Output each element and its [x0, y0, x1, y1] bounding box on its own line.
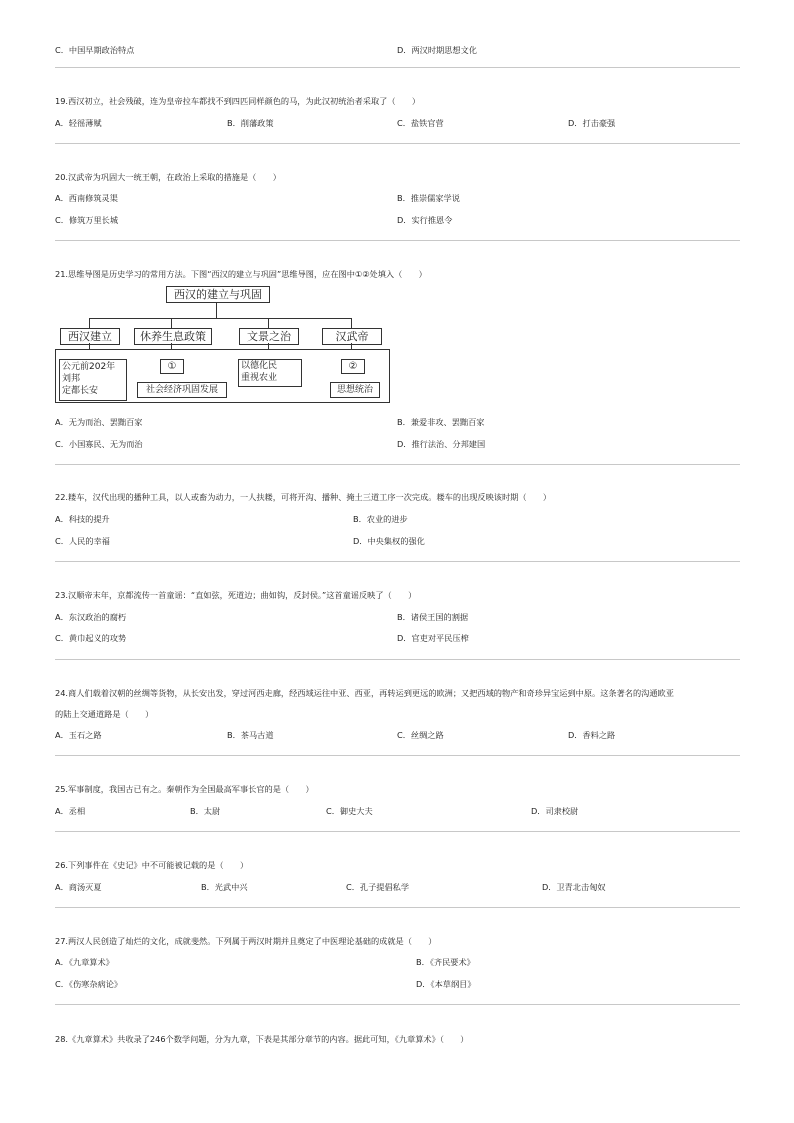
detail-line: 定都长安: [62, 386, 99, 396]
q22-stem: 22.耧车，汉代出现的播种工具，以人或畜为动力，一人扶耧，可将开沟、播种、掩土三道工序一次完成。耧车的出现反映该时期（ ）: [55, 492, 552, 502]
q23-stem: 23.汉顺帝末年，京都流传一首童谣：“直如弦，死道边；曲如钩，反封侯。”这首童谣反映了（ ）: [55, 590, 417, 600]
q21-option-c[interactable]: C．小国寡民、无为而治: [55, 439, 143, 449]
detail-line: 刘邦: [62, 374, 81, 384]
connector: [351, 343, 352, 349]
mind-map-detail-frame: [55, 349, 390, 403]
q26-option-b[interactable]: B．光武中兴: [201, 882, 248, 892]
mind-map-detail-hanwudi: 思想统治: [330, 382, 380, 398]
mind-map-node-wenjing-zhizhi: 文景之治: [239, 328, 299, 345]
detail-line: 以德化民: [241, 361, 278, 371]
divider: [55, 659, 740, 660]
mind-map: [0, 0, 794, 420]
q23-option-d[interactable]: D．官吏对平民压榨: [397, 633, 469, 643]
q26-stem: 26.下列事件在《史记》中不可能被记载的是（ ）: [55, 860, 249, 870]
connector: [89, 343, 90, 349]
connector: [216, 302, 217, 318]
detail-line: 公元前202年: [62, 362, 116, 372]
q19-option-b[interactable]: B．削藩政策: [227, 118, 274, 128]
q20-option-b[interactable]: B．推崇儒家学说: [397, 193, 460, 203]
q20-option-d[interactable]: D．实行推恩令: [397, 215, 453, 225]
q26-option-c[interactable]: C．孔子提倡私学: [346, 882, 410, 892]
q21-option-d[interactable]: D．推行法治、分邦建国: [397, 439, 486, 449]
q28-stem: 28.《九章算术》共收录了246个数学问题，分为九章，下表是其部分章节的内容。据此可知，《九章算术》（ ）: [55, 1034, 469, 1044]
mind-map-detail-wenjing: [238, 359, 302, 387]
mind-map-root: 西汉的建立与巩固: [166, 286, 270, 303]
connector: [268, 343, 269, 349]
q20-option-a[interactable]: A．西南修筑灵渠: [55, 193, 118, 203]
q24-option-d[interactable]: D．香料之路: [568, 730, 616, 740]
q20-stem: 20.汉武帝为巩固大一统王朝，在政治上采取的措施是（ ）: [55, 172, 281, 182]
q22-option-d[interactable]: D．中央集权的强化: [353, 536, 425, 546]
q25-option-c[interactable]: C．御史大夫: [326, 806, 373, 816]
blank-marker-1: ①: [160, 359, 184, 374]
divider: [55, 143, 740, 144]
q18-option-d[interactable]: D．两汉时期思想文化: [397, 45, 477, 55]
q24-stem-continued: 的陆上交通道路是（ ）: [55, 709, 154, 719]
q24-option-b[interactable]: B．茶马古道: [227, 730, 274, 740]
q18-option-c[interactable]: C．中国早期政治特点: [55, 45, 135, 55]
q27-option-b[interactable]: B．《齐民要术》: [416, 957, 475, 967]
q25-option-a[interactable]: A．丞相: [55, 806, 86, 816]
q24-stem: 24.商人们载着汉朝的丝绸等货物，从长安出发，穿过河西走廊，经西域运往中亚、西亚，再转运到更远的欧洲；又把西域的物产和奇珍异宝运到中原。这条著名的沟通欧亚: [55, 688, 674, 698]
q27-option-c[interactable]: C．《伤寒杂病论》: [55, 979, 123, 989]
connector: [171, 343, 172, 349]
q19-option-c[interactable]: C．盐铁官营: [397, 118, 444, 128]
mind-map-detail-xiuyang: 社会经济巩固发展: [137, 382, 227, 398]
q25-option-d[interactable]: D．司隶校尉: [531, 806, 579, 816]
q22-option-b[interactable]: B．农业的进步: [353, 514, 408, 524]
mind-map-node-xihan-jianli: 西汉建立: [60, 328, 120, 345]
mind-map-detail-xihan: [59, 359, 127, 401]
q26-option-a[interactable]: A．商汤灭夏: [55, 882, 102, 892]
q24-option-a[interactable]: A．玉石之路: [55, 730, 102, 740]
q24-option-c[interactable]: C．丝绸之路: [397, 730, 444, 740]
detail-line: 重视农业: [241, 373, 278, 383]
divider: [55, 67, 740, 68]
connector: [351, 318, 352, 328]
q21-option-a[interactable]: A．无为而治、罢黜百家: [55, 417, 143, 427]
q20-option-c[interactable]: C．修筑万里长城: [55, 215, 119, 225]
blank-marker-2: ②: [341, 359, 365, 374]
q25-stem: 25.军事制度，我国古已有之。秦朝作为全国最高军事长官的是（ ）: [55, 784, 314, 794]
q25-option-b[interactable]: B．太尉: [190, 806, 221, 816]
q22-option-a[interactable]: A．科技的提升: [55, 514, 110, 524]
divider: [55, 240, 740, 241]
divider: [55, 1004, 740, 1005]
divider: [55, 831, 740, 832]
q21-stem: 21.思维导图是历史学习的常用方法。下图“西汉的建立与巩固”思维导图，应在图中①②处填入（ ）: [55, 269, 427, 279]
q22-option-c[interactable]: C．人民的幸福: [55, 536, 110, 546]
connector: [171, 318, 172, 328]
q21-option-b[interactable]: B．兼爱非攻、罢黜百家: [397, 417, 485, 427]
divider: [55, 561, 740, 562]
q23-option-c[interactable]: C．黄巾起义的攻势: [55, 633, 127, 643]
q19-option-a[interactable]: A．轻徭薄赋: [55, 118, 102, 128]
connector: [89, 318, 352, 319]
q19-option-d[interactable]: D．打击豪强: [568, 118, 616, 128]
q23-option-b[interactable]: B．诸侯王国的割据: [397, 612, 469, 622]
connector: [268, 318, 269, 328]
q23-option-a[interactable]: A．东汉政治的腐朽: [55, 612, 127, 622]
q27-option-d[interactable]: D．《本草纲目》: [416, 979, 476, 989]
divider: [55, 755, 740, 756]
q27-stem: 27.两汉人民创造了灿烂的文化，成就斐然。下列属于两汉时期并且奠定了中医理论基础的成就是（ ）: [55, 936, 437, 946]
q19-stem: 19.西汉初立，社会残破，连为皇帝拉车都找不到四匹同样颜色的马，为此汉初统治者采取了（ ）: [55, 96, 421, 106]
divider: [55, 907, 740, 908]
connector: [89, 318, 90, 328]
divider: [55, 464, 740, 465]
q26-option-d[interactable]: D．卫青北击匈奴: [542, 882, 606, 892]
mind-map-node-hanwudi: 汉武帝: [322, 328, 382, 345]
q27-option-a[interactable]: A．《九章算术》: [55, 957, 114, 967]
mind-map-node-xiuyang-shengxi: 休养生息政策: [134, 328, 212, 345]
